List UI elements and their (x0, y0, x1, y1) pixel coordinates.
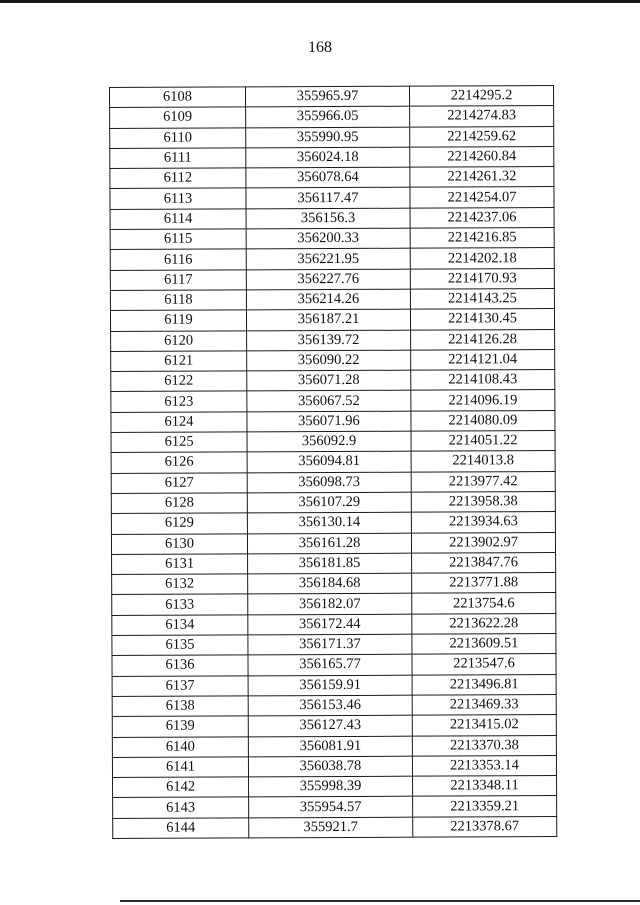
point-number-cell: 6137 (112, 676, 248, 697)
table-row (111, 329, 555, 351)
y-coordinate-cell: 2214051.22 (411, 431, 555, 452)
point-number-cell: 6133 (112, 594, 248, 615)
x-coordinate-cell: 356081.91 (248, 736, 412, 757)
x-coordinate-cell: 356130.14 (247, 512, 411, 533)
point-number-cell: 6113 (110, 188, 246, 209)
x-coordinate-cell: 356172.44 (248, 614, 412, 635)
y-coordinate-cell: 2213359.21 (413, 796, 557, 817)
point-number-cell: 6114 (110, 209, 246, 230)
y-coordinate-cell: 2214170.93 (410, 268, 554, 289)
point-number-cell: 6109 (110, 107, 246, 128)
point-number-cell: 6142 (113, 777, 249, 798)
x-coordinate-cell: 356024.18 (246, 147, 410, 168)
point-number-cell: 6134 (112, 615, 248, 636)
table-row (112, 613, 556, 635)
y-coordinate-cell: 2214259.62 (410, 126, 554, 147)
x-coordinate-cell: 356092.9 (247, 431, 411, 452)
y-coordinate-cell: 2214080.09 (411, 410, 555, 431)
x-coordinate-cell: 356182.07 (248, 594, 412, 615)
table-row (113, 796, 557, 818)
x-coordinate-cell: 355990.95 (246, 127, 410, 148)
table-row (112, 573, 556, 595)
table-row (112, 735, 556, 757)
table-row (112, 755, 556, 777)
point-number-cell: 6112 (110, 168, 246, 189)
table-row (111, 410, 555, 432)
x-coordinate-cell: 356181.85 (248, 553, 412, 574)
point-number-cell: 6126 (111, 452, 247, 473)
y-coordinate-cell: 2214261.32 (410, 167, 554, 188)
table-row (110, 309, 554, 331)
y-coordinate-cell: 2213977.42 (411, 471, 555, 492)
point-number-cell: 6125 (111, 432, 247, 453)
point-number-cell: 6115 (110, 229, 246, 250)
y-coordinate-cell: 2214254.07 (410, 187, 554, 208)
point-number-cell: 6135 (112, 635, 248, 656)
y-coordinate-cell: 2214202.18 (410, 248, 554, 269)
point-number-cell: 6122 (111, 371, 247, 392)
point-number-cell: 6139 (112, 716, 248, 737)
table-row (111, 512, 555, 534)
y-coordinate-cell: 2214121.04 (411, 349, 555, 370)
y-coordinate-cell: 2213902.97 (411, 532, 555, 553)
point-number-cell: 6136 (112, 655, 248, 676)
scan-border-top (0, 0, 640, 3)
x-coordinate-cell: 355998.39 (249, 776, 413, 797)
x-coordinate-cell: 356214.26 (246, 289, 410, 310)
x-coordinate-cell: 356159.91 (248, 675, 412, 696)
coordinates-table-body (110, 86, 557, 839)
y-coordinate-cell: 2213496.81 (412, 674, 556, 695)
y-coordinate-cell: 2214108.43 (411, 370, 555, 391)
table-row (110, 187, 554, 209)
x-coordinate-cell: 356221.95 (246, 249, 410, 270)
table-row (110, 126, 554, 148)
x-coordinate-cell: 356184.68 (248, 573, 412, 594)
table-row (113, 776, 557, 798)
x-coordinate-cell: 356067.52 (247, 391, 411, 412)
point-number-cell: 6141 (112, 757, 248, 778)
point-number-cell: 6132 (112, 574, 248, 595)
point-number-cell: 6123 (111, 391, 247, 412)
table-row (110, 86, 554, 108)
table-row (111, 370, 555, 392)
scan-border-bottom (120, 900, 640, 902)
table-row (110, 268, 554, 290)
y-coordinate-cell: 2213847.76 (412, 552, 556, 573)
x-coordinate-cell: 356090.22 (247, 350, 411, 371)
table-row (110, 228, 554, 250)
y-coordinate-cell: 2213378.67 (413, 816, 557, 837)
x-coordinate-cell: 356187.21 (246, 309, 410, 330)
table-row (111, 390, 555, 412)
y-coordinate-cell: 2213934.63 (411, 512, 555, 533)
table-row (111, 491, 555, 513)
x-coordinate-cell: 356127.43 (248, 715, 412, 736)
x-coordinate-cell: 355966.05 (246, 106, 410, 127)
table-row (112, 674, 556, 696)
x-coordinate-cell: 356227.76 (246, 269, 410, 290)
x-coordinate-cell: 356107.29 (247, 492, 411, 513)
table-row (112, 552, 556, 574)
y-coordinate-cell: 2214096.19 (411, 390, 555, 411)
x-coordinate-cell: 356139.72 (247, 330, 411, 351)
y-coordinate-cell: 2214013.8 (411, 451, 555, 472)
point-number-cell: 6117 (110, 270, 246, 291)
x-coordinate-cell: 356098.73 (247, 472, 411, 493)
y-coordinate-cell: 2213353.14 (412, 755, 556, 776)
table-row (111, 532, 555, 554)
coordinates-table-container (109, 85, 556, 839)
point-number-cell: 6143 (113, 797, 249, 818)
x-coordinate-cell: 356071.96 (247, 411, 411, 432)
x-coordinate-cell: 356153.46 (248, 695, 412, 716)
y-coordinate-cell: 2213958.38 (411, 491, 555, 512)
x-coordinate-cell: 355965.97 (246, 86, 410, 107)
table-row (110, 207, 554, 229)
table-row (110, 289, 554, 311)
point-number-cell: 6138 (112, 696, 248, 717)
y-coordinate-cell: 2213415.02 (412, 715, 556, 736)
y-coordinate-cell: 2214295.2 (409, 86, 553, 107)
y-coordinate-cell: 2214260.84 (410, 146, 554, 167)
y-coordinate-cell: 2214274.83 (410, 106, 554, 127)
point-number-cell: 6124 (111, 412, 247, 433)
x-coordinate-cell: 356038.78 (248, 756, 412, 777)
y-coordinate-cell: 2214143.25 (410, 289, 554, 310)
x-coordinate-cell: 356078.64 (246, 167, 410, 188)
table-row (110, 167, 554, 189)
y-coordinate-cell: 2213771.88 (412, 573, 556, 594)
point-number-cell: 6131 (112, 554, 248, 575)
y-coordinate-cell: 2213370.38 (412, 735, 556, 756)
y-coordinate-cell: 2214126.28 (411, 329, 555, 350)
y-coordinate-cell: 2213754.6 (412, 593, 556, 614)
page-number: 168 (308, 39, 332, 56)
point-number-cell: 6110 (110, 127, 246, 148)
point-number-cell: 6121 (111, 351, 247, 372)
x-coordinate-cell: 356071.28 (247, 370, 411, 391)
x-coordinate-cell: 356094.81 (247, 452, 411, 473)
point-number-cell: 6144 (113, 818, 249, 839)
table-row (112, 694, 556, 716)
table-row (111, 431, 555, 453)
table-row (110, 146, 554, 168)
y-coordinate-cell: 2213622.28 (412, 613, 556, 634)
table-row (112, 634, 556, 656)
coordinates-table (109, 85, 557, 839)
x-coordinate-cell: 356200.33 (246, 228, 410, 249)
point-number-cell: 6127 (111, 473, 247, 494)
point-number-cell: 6108 (110, 87, 246, 108)
table-row (111, 349, 555, 371)
point-number-cell: 6116 (110, 249, 246, 270)
x-coordinate-cell: 356165.77 (248, 654, 412, 675)
x-coordinate-cell: 356171.37 (248, 634, 412, 655)
y-coordinate-cell: 2213609.51 (412, 634, 556, 655)
table-row (110, 106, 554, 128)
x-coordinate-cell: 356117.47 (246, 188, 410, 209)
table-row (110, 248, 554, 270)
table-row (112, 593, 556, 615)
y-coordinate-cell: 2214237.06 (410, 207, 554, 228)
y-coordinate-cell: 2214130.45 (410, 309, 554, 330)
x-coordinate-cell: 356161.28 (247, 533, 411, 554)
x-coordinate-cell: 355921.7 (249, 817, 413, 838)
table-row (111, 451, 555, 473)
y-coordinate-cell: 2213547.6 (412, 654, 556, 675)
point-number-cell: 6140 (112, 736, 248, 757)
y-coordinate-cell: 2214216.85 (410, 228, 554, 249)
point-number-cell: 6120 (111, 330, 247, 351)
point-number-cell: 6119 (110, 310, 246, 331)
point-number-cell: 6130 (111, 533, 247, 554)
table-row (112, 654, 556, 676)
y-coordinate-cell: 2213469.33 (412, 694, 556, 715)
y-coordinate-cell: 2213348.11 (413, 776, 557, 797)
table-row (113, 816, 557, 838)
point-number-cell: 6111 (110, 148, 246, 169)
point-number-cell: 6129 (111, 513, 247, 534)
x-coordinate-cell: 356156.3 (246, 208, 410, 229)
table-row (111, 471, 555, 493)
point-number-cell: 6118 (110, 290, 246, 311)
point-number-cell: 6128 (111, 493, 247, 514)
x-coordinate-cell: 355954.57 (249, 797, 413, 818)
table-row (112, 715, 556, 737)
